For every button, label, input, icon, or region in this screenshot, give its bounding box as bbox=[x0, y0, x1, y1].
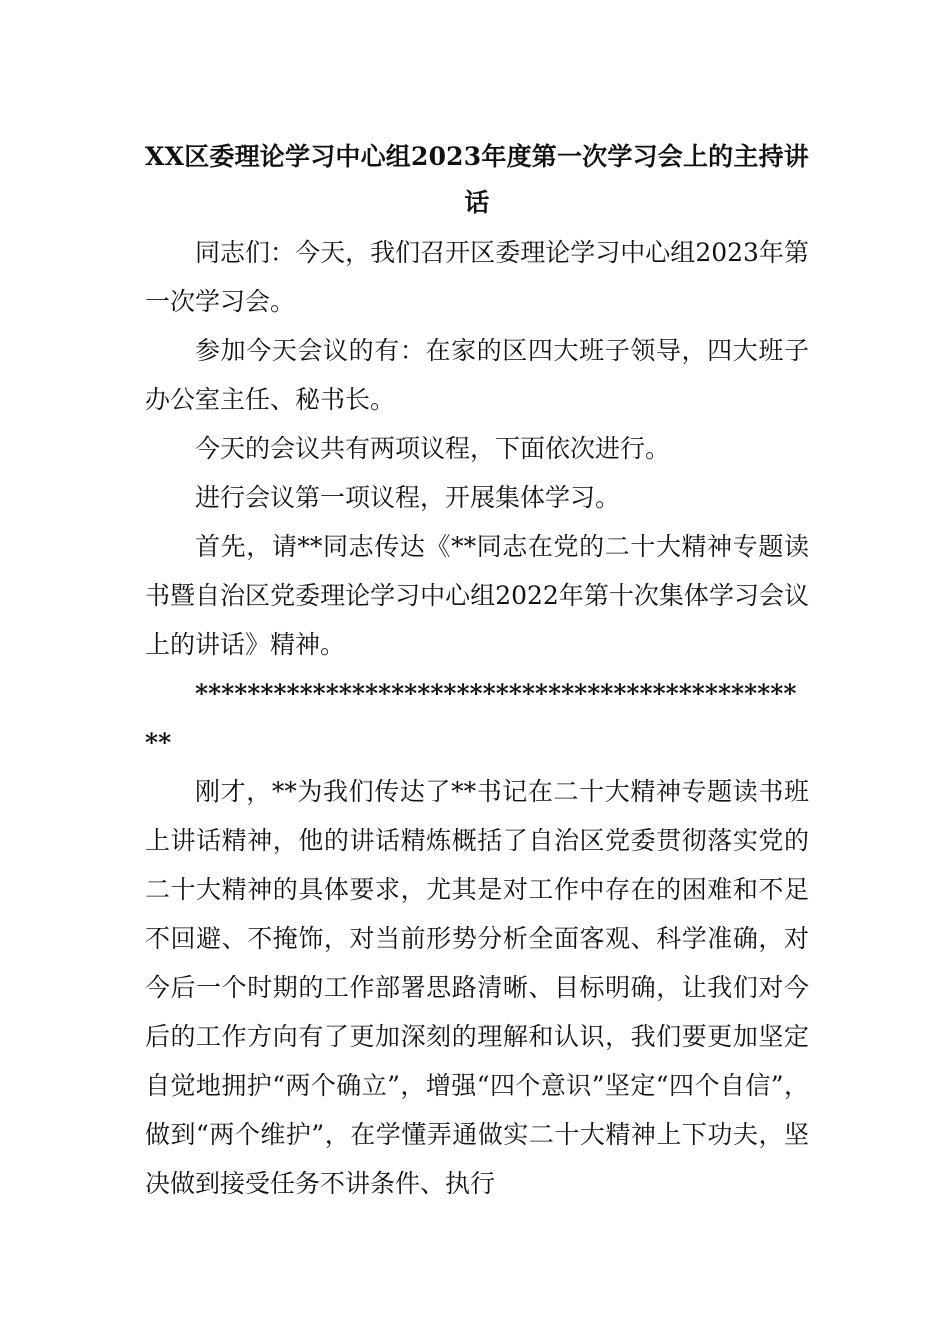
paragraph-separator-stars: ************************************************ bbox=[145, 679, 797, 757]
paragraph-greeting: 同志们：今天，我们召开区委理论学习中心组2023年第一次学习会。 bbox=[145, 238, 809, 316]
paragraph-first-speaker: 首先，请**同志传达《**同志在党的二十大精神专题读书暨自治区党委理论学习中心组2022年第十次集体学习会议上的讲话》精神。 bbox=[145, 532, 809, 659]
document-body bbox=[145, 228, 809, 1208]
paragraph-summary: 刚才，**为我们传达了**书记在二十大精神专题读书班上讲话精神，他的讲话精炼概括了自治区党委贯彻落实党的二十大精神的具体要求，尤其是对工作中存在的困难和不足不回避、不掩饰，对当前形势分析全面客观、科学准确，对今后一个时期的工作部署思路清晰、目标明确，让我们对今后的工作方向有了更加深刻的理解和认识，我们要更加坚定自觉地拥护“两个确立”，增强“四个意识”坚定“四个自信”，做到“两个维护”，在学懂弄通做实二十大精神上下功夫，坚决做到接受任务不讲条件、执行 bbox=[145, 777, 809, 1198]
document-title: XX区委理论学习中心组2023年度第一次学习会上的主持讲话 bbox=[145, 142, 809, 217]
paragraph-first-item: 进行会议第一项议程，开展集体学习。 bbox=[195, 483, 621, 512]
paragraph-attendees: 参加今天会议的有：在家的区四大班子领导，四大班子办公室主任、秘书长。 bbox=[145, 336, 809, 414]
paragraph-agenda: 今天的会议共有两项议程，下面依次进行。 bbox=[195, 434, 671, 463]
